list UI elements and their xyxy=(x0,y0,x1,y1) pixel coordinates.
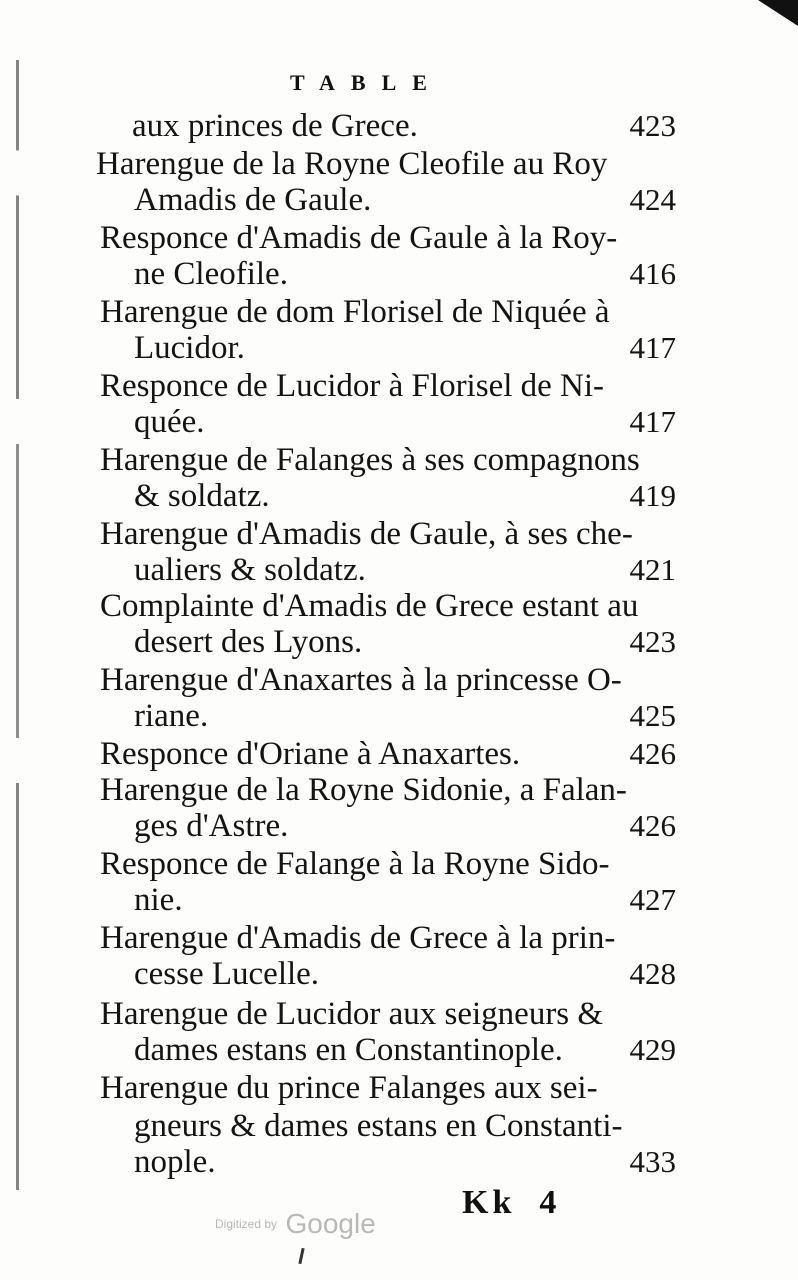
signature-letters: Kk xyxy=(462,1184,516,1221)
toc-page-number: 424 xyxy=(629,182,676,217)
toc-page-number: 426 xyxy=(629,736,676,771)
toc-line: & soldatz. xyxy=(134,478,270,514)
toc-line: ges d'Astre. xyxy=(134,808,289,844)
google-logo: Google xyxy=(285,1208,376,1239)
toc-line: Lucidor. xyxy=(134,330,245,366)
toc-line: nople. xyxy=(134,1144,216,1180)
toc-page-number: 417 xyxy=(629,404,676,439)
signature-mark xyxy=(462,1184,584,1222)
toc-page-number: 427 xyxy=(629,882,676,917)
toc-line: ualiers & soldatz. xyxy=(134,552,366,588)
toc-line: Amadis de Gaule. xyxy=(134,182,372,218)
ink-mark xyxy=(298,1248,304,1264)
toc-page-number: 419 xyxy=(629,478,676,513)
toc-line: Harengue de Falanges à ses compagnons xyxy=(100,442,640,478)
toc-line: cesse Lucelle. xyxy=(134,956,320,992)
toc-line: dames estans en Constantinople. xyxy=(134,1032,563,1068)
toc-line: Harengue de la Royne Sidonie, a Falan- xyxy=(100,772,627,808)
toc-line: Harengue de Lucidor aux seigneurs & xyxy=(100,996,604,1032)
toc-page-number: 417 xyxy=(629,330,676,365)
toc-page-number: 416 xyxy=(629,256,676,291)
toc-page-number xyxy=(616,440,676,480)
toc-page-number: 421 xyxy=(629,552,676,587)
toc-page-number: 423 xyxy=(629,624,676,659)
toc-line: Responce de Falange à la Royne Sido- xyxy=(100,846,610,882)
toc-page-number xyxy=(616,514,676,554)
toc-page-number xyxy=(616,770,676,810)
toc-line: Harengue du prince Falanges aux sei- xyxy=(100,1070,598,1106)
toc-line: riane. xyxy=(134,698,209,734)
running-header: TABLE xyxy=(290,70,443,95)
toc-line: Responce d'Amadis de Gaule à la Roy- xyxy=(100,220,618,256)
toc-line: desert des Lyons. xyxy=(134,624,363,660)
toc-line: Harengue de dom Florisel de Niquée à xyxy=(100,294,610,330)
toc-page-number xyxy=(616,366,676,406)
toc-line: Harengue d'Amadis de Grece à la prin- xyxy=(100,920,616,956)
toc-page-number: 425 xyxy=(629,698,676,733)
signature-number: 4 xyxy=(539,1184,561,1221)
toc-page-number xyxy=(616,144,676,184)
toc-page-number xyxy=(616,1068,676,1108)
toc-line: ne Cleofile. xyxy=(134,256,288,292)
toc-line: gneurs & dames estans en Constanti- xyxy=(134,1108,623,1144)
toc-line: Complainte d'Amadis de Grece estant au xyxy=(100,588,639,624)
toc-page-number: 428 xyxy=(629,956,676,991)
toc-page-number: 433 xyxy=(629,1144,676,1179)
toc-page-number: 429 xyxy=(629,1032,676,1067)
toc-line: Harengue d'Anaxartes à la princesse O- xyxy=(100,662,622,698)
toc-line: Harengue d'Amadis de Gaule, à ses che- xyxy=(100,516,633,552)
toc-page-number xyxy=(616,844,676,884)
toc-page-number xyxy=(616,660,676,700)
toc-page-number xyxy=(616,1106,676,1146)
toc-page-number xyxy=(616,292,676,332)
toc-line: nie. xyxy=(134,882,183,918)
toc-line: aux princes de Grece. xyxy=(132,108,418,144)
toc-line: Responce de Lucidor à Florisel de Ni- xyxy=(100,368,605,404)
toc-page-number xyxy=(616,918,676,958)
toc-line: Harengue de la Royne Cleofile au Roy xyxy=(96,146,608,182)
toc-page-number xyxy=(616,586,676,626)
toc-line: quée. xyxy=(134,404,205,440)
toc-line: Responce d'Oriane à Anaxartes. xyxy=(100,736,521,772)
toc-page-number xyxy=(616,218,676,258)
watermark-prefix: Digitized by xyxy=(215,1217,278,1231)
toc-page-number: 423 xyxy=(629,108,676,143)
toc-page-number xyxy=(616,994,676,1034)
digitized-watermark xyxy=(215,1208,376,1240)
toc-page-number: 426 xyxy=(629,808,676,843)
